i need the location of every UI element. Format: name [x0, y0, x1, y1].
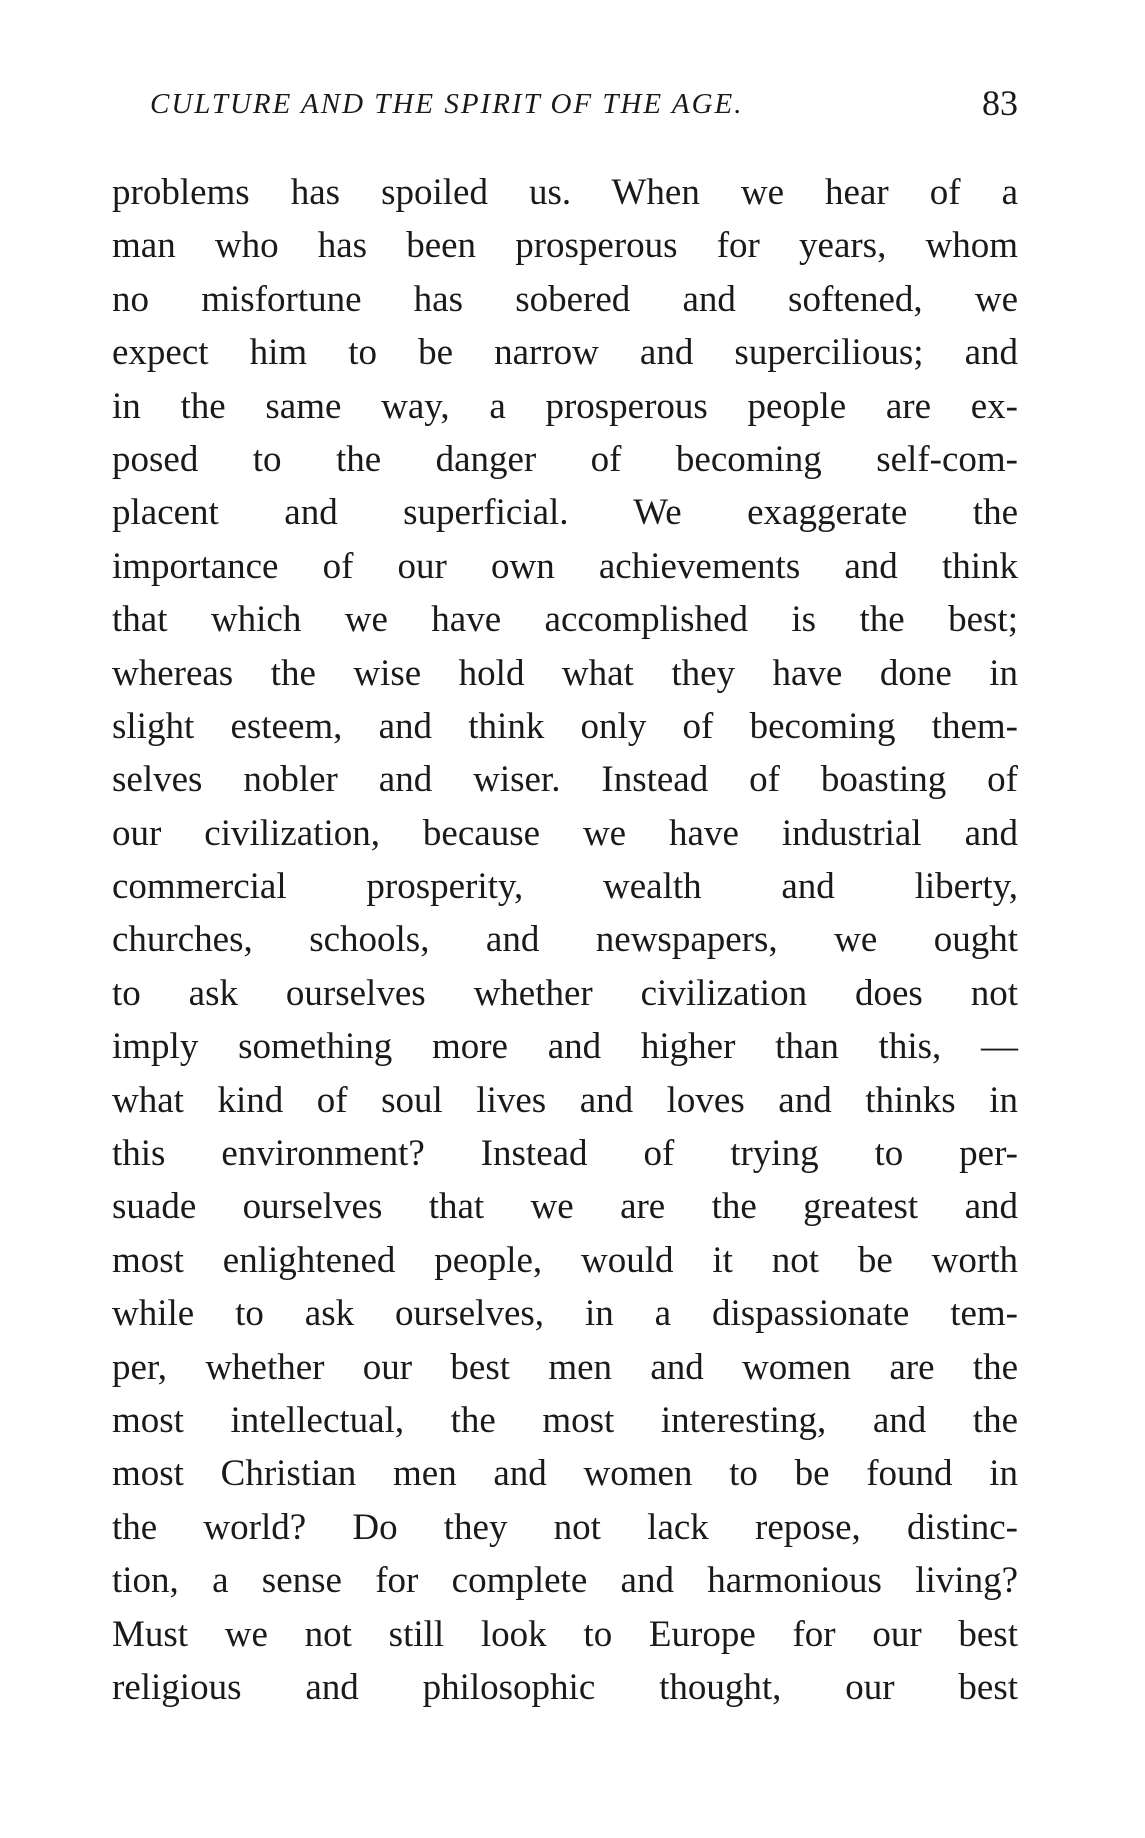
- text-line: slight esteem, and think only of becoming them-: [112, 705, 1018, 747]
- text-line: our civilization, because we have industrial and: [112, 812, 1018, 854]
- text-line: man who has been prosperous for years, whom: [112, 225, 1018, 267]
- text-line: most enlightened people, would it not be worth: [112, 1239, 1018, 1281]
- text-line: importance of our own achievements and think: [112, 545, 1018, 587]
- text-line: expect him to be narrow and supercilious; and: [112, 332, 1018, 374]
- text-line: while to ask ourselves, in a dispassionate tem-: [112, 1293, 1018, 1335]
- text-line: Must we not still look to Europe for our best: [112, 1613, 1018, 1655]
- text-line: in the same way, a prosperous people are ex-: [112, 385, 1018, 427]
- text-line: commercial prosperity, wealth and liberty,: [112, 866, 1018, 908]
- text-line: most intellectual, the most interesting, and the: [112, 1399, 1018, 1441]
- text-line: tion, a sense for complete and harmonious living?: [112, 1560, 1018, 1602]
- text-line: placent and superficial. We exaggerate the: [112, 492, 1018, 534]
- text-line: imply something more and higher than this, —: [112, 1026, 1018, 1068]
- body-text: [112, 166, 1018, 1714]
- text-line: what kind of soul lives and loves and thinks in: [112, 1079, 1018, 1121]
- text-line: posed to the danger of becoming self-com-: [112, 438, 1018, 480]
- text-line: most Christian men and women to be found in: [112, 1453, 1018, 1495]
- text-line: churches, schools, and newspapers, we ought: [112, 919, 1018, 961]
- running-title: CULTURE AND THE SPIRIT OF THE AGE.: [150, 88, 744, 120]
- text-line: suade ourselves that we are the greatest and: [112, 1186, 1018, 1228]
- text-line: problems has spoiled us. When we hear of a: [112, 172, 1018, 213]
- text-line: the world? Do they not lack repose, distinc-: [112, 1506, 1018, 1548]
- text-line: religious and philosophic thought, our best: [112, 1666, 1018, 1708]
- text-line: to ask ourselves whether civilization does not: [112, 972, 1018, 1014]
- text-line: selves nobler and wiser. Instead of boasting of: [112, 759, 1018, 801]
- text-line: that which we have accomplished is the best;: [112, 599, 1018, 641]
- text-line: this environment? Instead of trying to per-: [112, 1133, 1018, 1175]
- text-line: no misfortune has sobered and softened, we: [112, 278, 1018, 320]
- page-number: 83: [982, 83, 1018, 123]
- text-line: whereas the wise hold what they have done in: [112, 652, 1018, 694]
- text-line: per, whether our best men and women are the: [112, 1346, 1018, 1388]
- running-header: [150, 83, 1018, 128]
